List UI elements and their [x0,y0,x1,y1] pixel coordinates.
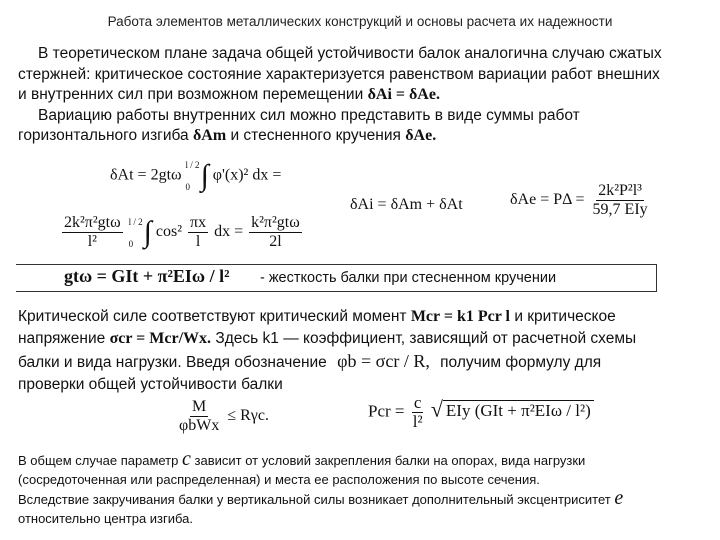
critical-line-4: проверки общей устойчивости балки [18,376,283,393]
formula-stiffness: gtω = GIt + π²EIω / l² [64,266,230,286]
critical-line-3: балки и вида нагрузки. Введя обозначение φb = σcr / R, получим формулу для [18,351,602,371]
critical-line-1: Критической силе соответствуют критический момент Mcr = k1 Pcr l и критическое [18,308,616,325]
formula-stability-check: $\frac{M}{\text{φbWx}}$ ≤ Rγc. [179,398,269,434]
intro-line-3: и внутренних сил при возможном перемещении δAi = δAe. [18,86,440,103]
formula-torsion-work: δAt = 2gtω l / 2 0 ∫ φ'(x)² dx = [110,159,282,192]
phi-b-formula: φb = σcr / R, [337,351,430,371]
general-line-4: относительно центра изгиба. [18,510,194,526]
intro-line-4: Вариацию работы внутренних сил можно представить в виде суммы работ [38,106,580,124]
general-paragraph [18,450,708,528]
formula-internal-work: δAi = δAm + δAt [350,196,463,213]
formula-critical-force: Pcr = $\frac{c}{\text{l²}}$ √ EIy (GIt + π²EIω / l²) [368,394,594,431]
intro-paragraph [18,44,708,147]
general-line-3: Вследствие закручивания балки у вертикальной силы возникает дополнительный эксцентриситет e [18,487,624,509]
intro-line-5: горизонтального изгиба δAm и стесненного кручения δAe. [18,127,437,144]
general-line-1: В общем случае параметр c зависит от условий закрепления балки на опорах, вида нагрузки [18,448,586,470]
formula-external-work: δAe = PΔ = $\frac{\text{2k²P²l³}}{\text{59,7 EIy}}$ [510,182,648,218]
intro-line-1: В теоретическом плане задача общей устойчивости балок аналогична случаю сжатых [38,45,662,62]
slide-header: Работа элементов металлических конструкций и основы расчета их надежности [107,14,613,29]
general-line-2: (сосредоточенная или распределенная) и места ее расположения по высоте сечения. [18,471,540,487]
variation-equality-formula: δAi = δAe. [367,86,440,103]
intro-line-2: стержней: критическое состояние характеризуется равенством вариации работ внешних [18,65,660,83]
critical-line-2: напряжение σcr = Mcr/Wx. Здесь k1 — коэффициент, зависящий от расчетной схемы [18,330,637,347]
stiffness-description: - жесткость балки при стесненном кручении [260,270,557,286]
formula-integral-evaluation: $\frac{\text{2k²π²gtω}}{\text{l²}}$ l / 2 0 ∫ cos² $\frac{\pi x}{l}$ dx = $\frac{\text{k²π²gtω}}{2l}$ [64,214,300,250]
critical-paragraph [18,306,708,396]
